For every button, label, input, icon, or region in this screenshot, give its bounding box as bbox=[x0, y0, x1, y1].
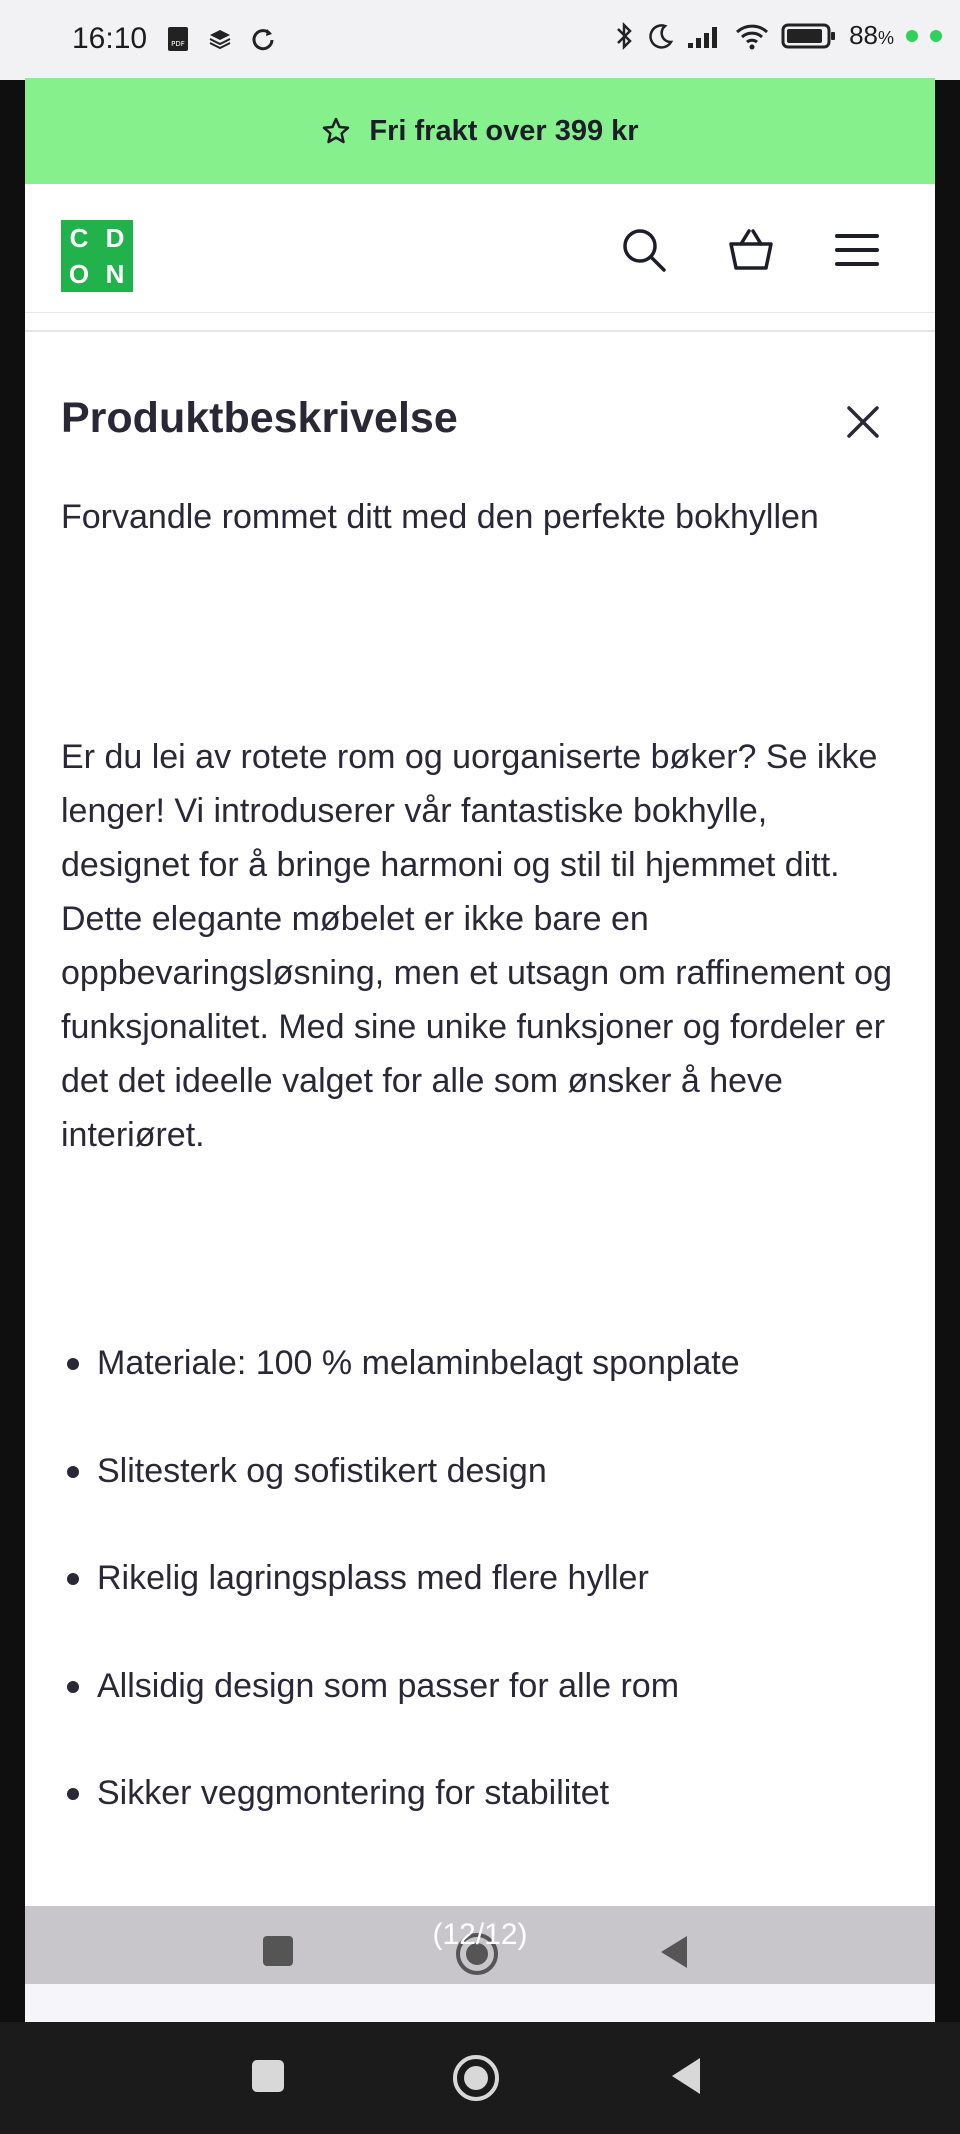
privacy-indicator-dot bbox=[906, 30, 918, 42]
star-icon bbox=[321, 116, 351, 146]
feature-list bbox=[61, 1336, 901, 1874]
logo-letter: O bbox=[68, 259, 90, 289]
status-time: 16:10 bbox=[72, 22, 148, 55]
feature-text: Rikelig lagringsplass med flere hyller bbox=[97, 1559, 649, 1597]
list-item bbox=[61, 1551, 901, 1659]
bullet bbox=[67, 1681, 79, 1693]
sync-icon bbox=[250, 26, 276, 52]
search-icon[interactable] bbox=[620, 226, 668, 274]
bullet bbox=[67, 1788, 79, 1800]
feature-text: Allsidig design som passer for alle rom bbox=[97, 1666, 680, 1705]
svg-text:PDF: PDF bbox=[171, 40, 185, 48]
logo-letter: N bbox=[105, 259, 125, 289]
status-bar bbox=[0, 0, 960, 80]
back-icon[interactable] bbox=[668, 2056, 704, 2096]
list-item bbox=[61, 1444, 901, 1552]
recents-icon[interactable] bbox=[250, 2058, 286, 2094]
list-item bbox=[61, 1336, 901, 1444]
bullet bbox=[67, 1466, 79, 1478]
bullet bbox=[67, 1358, 79, 1370]
description-lead: Forvandle rommet ditt med den perfekte bokhyllen bbox=[61, 498, 819, 536]
screenshot-overlay-bar bbox=[25, 1906, 935, 1984]
privacy-indicator-dot-2 bbox=[930, 30, 942, 42]
list-item bbox=[61, 1659, 901, 1767]
panel-title: Produktbeskrivelse bbox=[61, 394, 458, 442]
home-icon[interactable] bbox=[452, 2054, 500, 2102]
logo-letter: C bbox=[69, 223, 89, 253]
promo-banner bbox=[25, 78, 935, 184]
logo-letter: D bbox=[105, 223, 125, 253]
battery-icon bbox=[781, 22, 837, 50]
page-counter: (12/12) bbox=[432, 1918, 528, 1951]
promo-text: Fri frakt over 399 kr bbox=[369, 114, 639, 147]
divider bbox=[25, 330, 935, 332]
page bbox=[25, 78, 935, 2022]
battery-level: 88 bbox=[849, 20, 878, 50]
bullet bbox=[67, 1573, 79, 1585]
basket-icon[interactable] bbox=[727, 226, 775, 274]
moon-icon bbox=[647, 22, 675, 50]
wifi-icon bbox=[735, 22, 769, 50]
feature-text: Slitesterk og sofistikert design bbox=[97, 1451, 547, 1490]
menu-icon[interactable] bbox=[833, 226, 881, 274]
close-icon[interactable] bbox=[843, 402, 883, 442]
pdf-icon bbox=[166, 26, 190, 52]
feature-text: Sikker veggmontering for stabilitet bbox=[97, 1774, 610, 1812]
bottom-strip bbox=[25, 1984, 935, 2022]
bluetooth-icon bbox=[613, 21, 635, 51]
signal-icon bbox=[687, 23, 723, 49]
battery-unit: % bbox=[877, 28, 894, 48]
description-body: Er du lei av rotete rom og uorganiserte bøker? Se ikke lenger! Vi introduserer vår fantastiske bokhylle, designet for å bringe harmoni og stil til hjemmet ditt. Dette elegante møbelet er ikke bare en oppbevaringsløsning, men et utsagn om raffinement og funksjonalitet. Med sine unike funksjoner og fordeler er det det ideelle valget for alle som ønsker å heve interiøret. bbox=[61, 738, 892, 1154]
system-navigation-bar bbox=[0, 2022, 960, 2134]
site-header bbox=[25, 184, 935, 313]
cdon-logo[interactable] bbox=[61, 220, 133, 292]
layers-icon bbox=[208, 27, 232, 51]
feature-text: Materiale: 100 % melaminbelagt sponplate bbox=[97, 1344, 740, 1382]
list-item bbox=[61, 1766, 901, 1874]
